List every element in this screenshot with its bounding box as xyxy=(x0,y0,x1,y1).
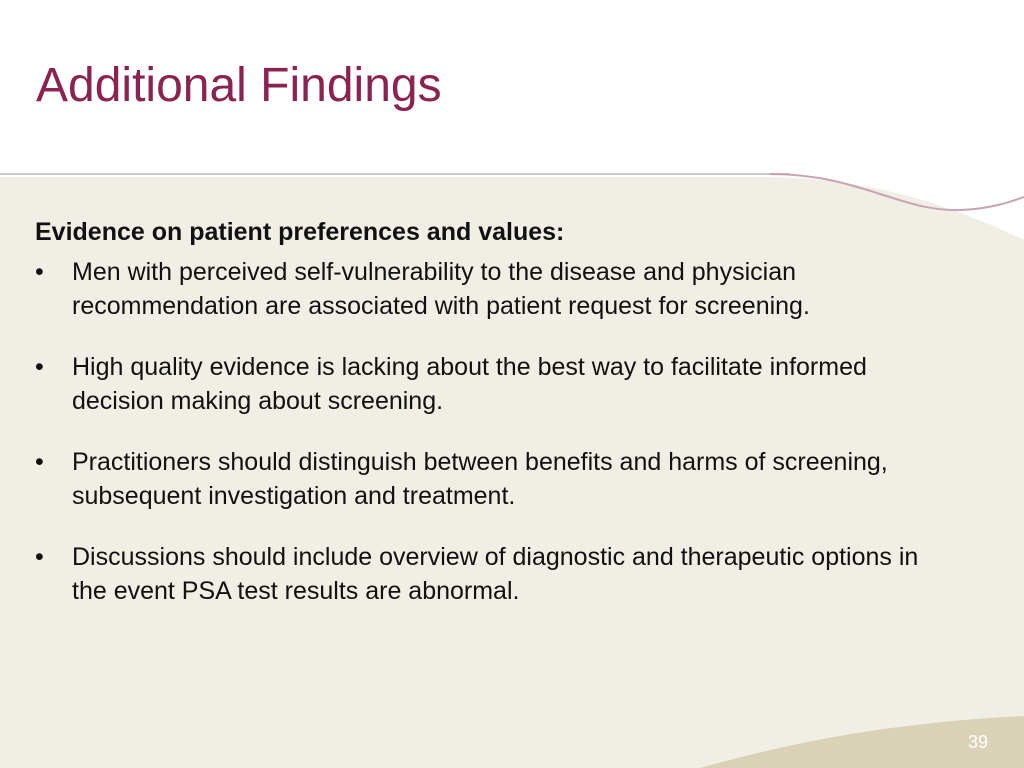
bullet-list xyxy=(35,255,935,608)
slide-title: Additional Findings xyxy=(36,59,442,112)
bullet-item xyxy=(35,445,935,513)
section-heading: Evidence on patient preferences and values: xyxy=(35,218,565,246)
bullet-icon: • xyxy=(35,258,44,286)
page-number: 39 xyxy=(967,732,988,752)
bullet-icon: • xyxy=(35,543,44,571)
bullet-icon: • xyxy=(35,353,44,381)
bullet-item xyxy=(35,350,935,418)
slide-content xyxy=(35,215,935,635)
bullet-icon: • xyxy=(35,448,44,476)
bullet-item xyxy=(35,540,935,608)
bullet-text: Discussions should include overview of diagnostic and therapeutic options in the event PSA test results are abnormal. xyxy=(72,543,919,605)
bullet-text: Men with perceived self-vulnerability to the disease and physician recommendation are associated with patient request for screening. xyxy=(72,258,810,320)
bullet-text: Practitioners should distinguish between benefits and harms of screening, subsequent investigation and treatment. xyxy=(72,448,888,510)
bullet-item xyxy=(35,255,935,323)
bullet-text: High quality evidence is lacking about the best way to facilitate informed decision making about screening. xyxy=(72,353,867,415)
